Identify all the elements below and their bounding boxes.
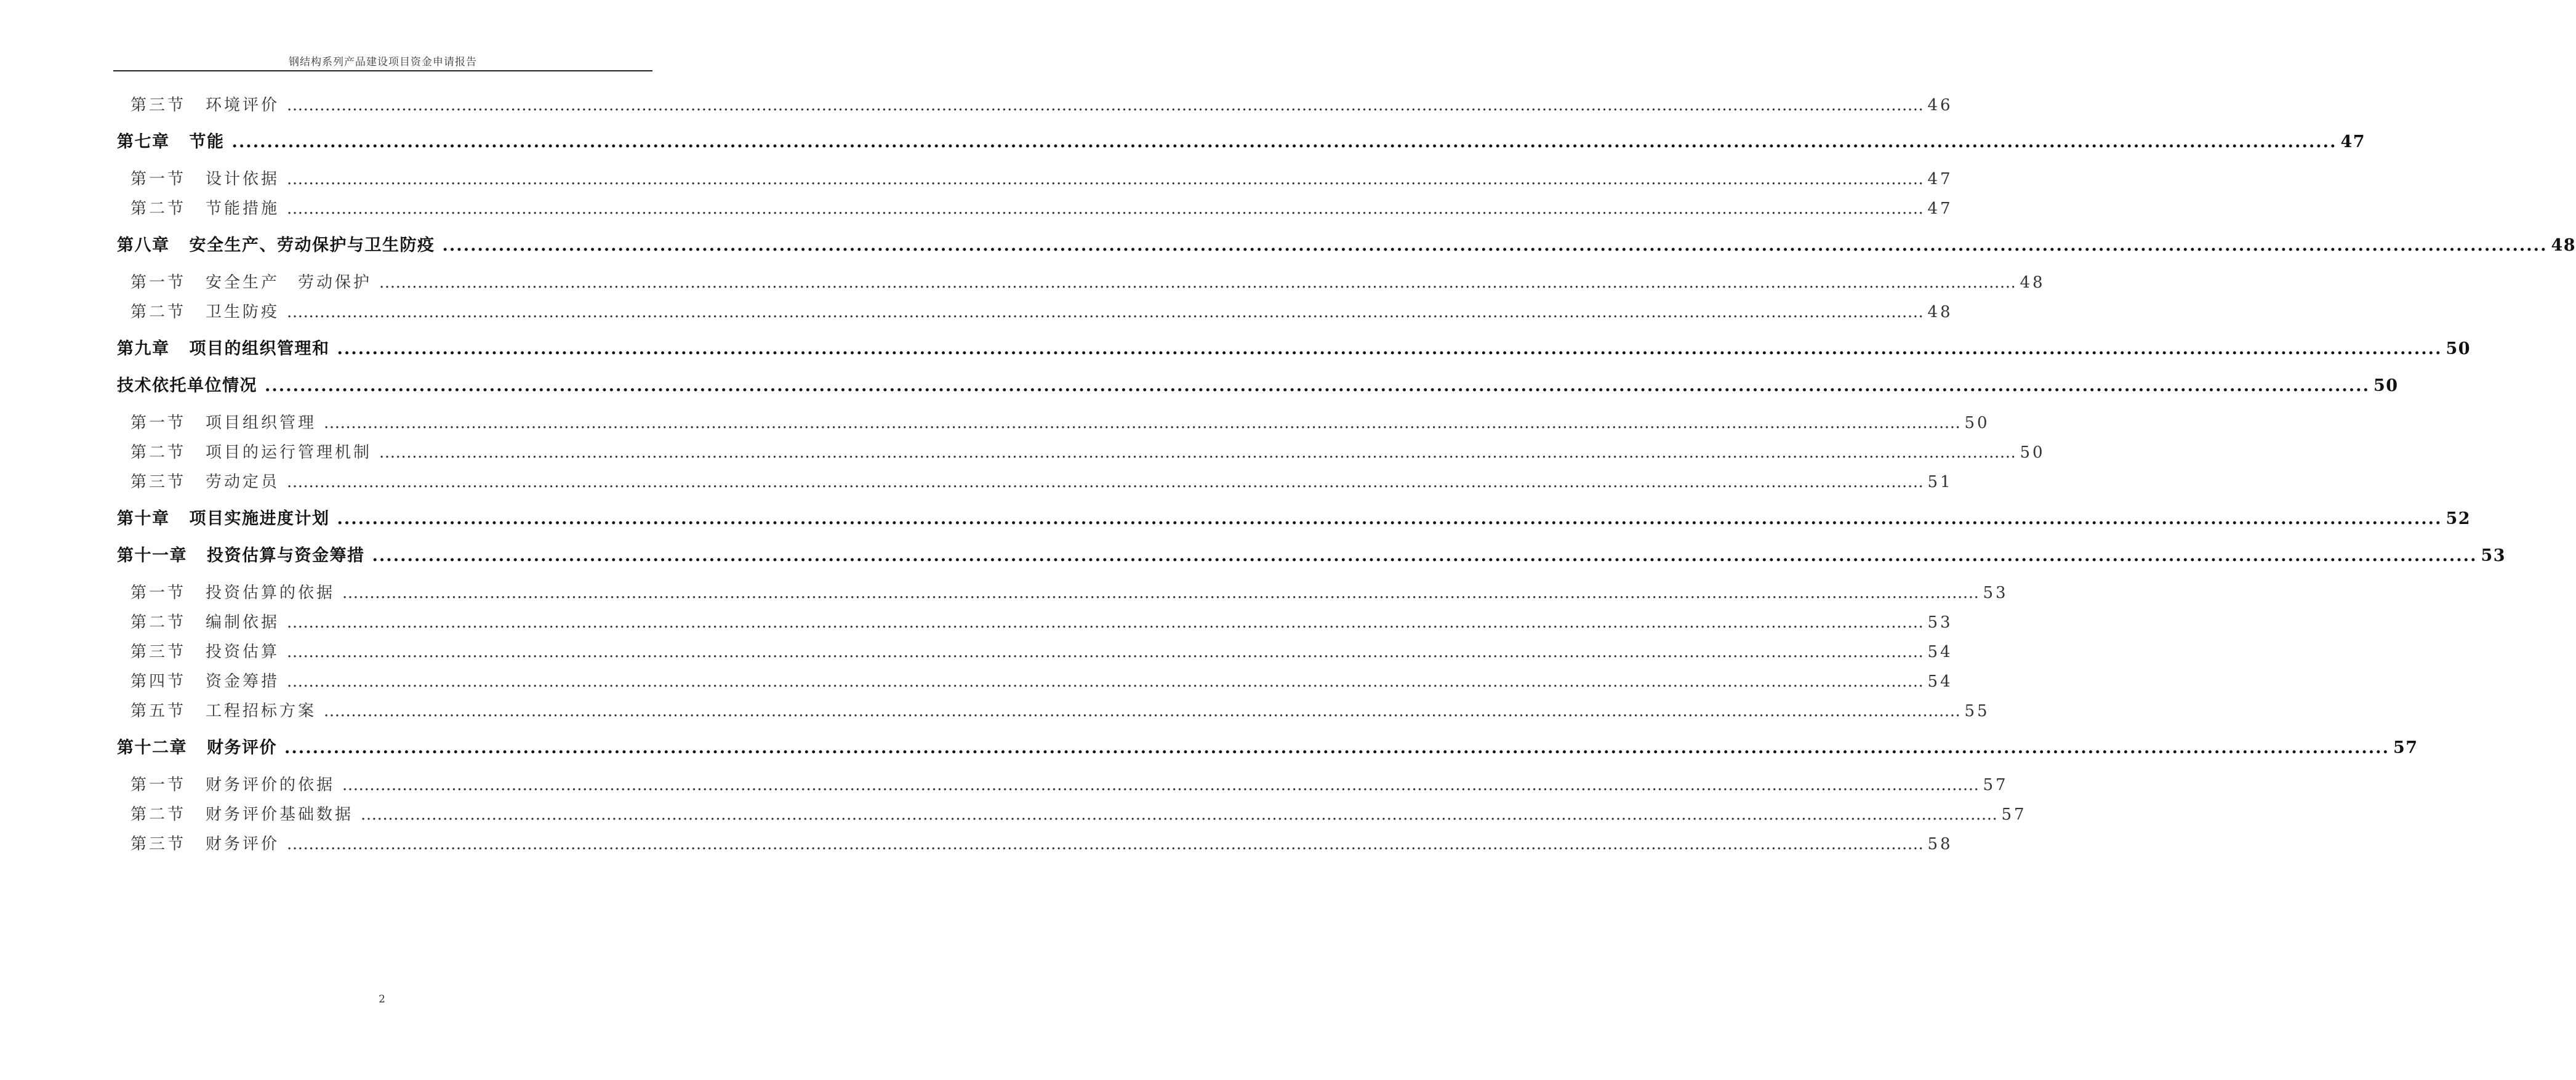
toc-entry-number: 第二节 [130, 303, 187, 321]
table-of-contents [117, 0, 2576, 1080]
toc-page-number: 48 [2551, 236, 2576, 255]
toc-entry-title: 财务评价 [207, 738, 277, 757]
toc-page-number: 50 [1964, 414, 1990, 432]
toc-entry-label [117, 372, 257, 396]
toc-page-number: 51 [1927, 473, 1953, 491]
toc-entry-number: 第一节 [130, 170, 187, 188]
toc-entry-number: 第三节 [130, 473, 187, 491]
toc-entry-title: 安全生产、劳动保护与卫生防疫 [189, 236, 435, 255]
toc-entry-title: 项目实施进度计划 [189, 509, 330, 528]
toc-section-entry[interactable] [117, 802, 2027, 824]
toc-section-entry[interactable] [117, 469, 1953, 492]
toc-page-number: 50 [2446, 339, 2471, 358]
toc-dot-leader: ............................................................................................................................................................................................................................................................................................................ [379, 273, 2016, 292]
toc-entry-title: 技术依托单位情况 [117, 376, 257, 395]
toc-entry-title: 节能措施 [206, 199, 280, 218]
toc-dot-leader: ............................................................................................................................................................................................................................................................................................................ [342, 776, 1980, 794]
toc-section-entry[interactable] [117, 639, 1953, 662]
toc-page-number: 53 [2481, 546, 2506, 565]
toc-entry-number: 第九章 [117, 339, 170, 358]
toc-entry-label [130, 440, 372, 462]
toc-page-number: 57 [2001, 805, 2027, 824]
toc-entry-title: 投资估算与资金筹措 [207, 546, 365, 565]
toc-section-entry[interactable] [117, 440, 2045, 462]
toc-section-entry[interactable] [117, 772, 2008, 795]
toc-entry-label [117, 128, 225, 152]
toc-entry-number: 第十章 [117, 509, 170, 528]
toc-dot-leader: ............................................................................................................................................................................................................................................................................................................ [337, 339, 2442, 358]
toc-chapter-entry[interactable] [117, 335, 2471, 359]
toc-entry-label [130, 698, 316, 721]
toc-entry-label [130, 580, 335, 603]
toc-entry-number: 第二节 [130, 805, 187, 824]
toc-page-number: 52 [2446, 509, 2471, 528]
toc-chapter-entry[interactable] [117, 734, 2418, 758]
toc-page-number: 58 [1927, 835, 1953, 853]
toc-dot-leader: ............................................................................................................................................................................................................................................................................................................ [265, 376, 2370, 395]
toc-entry-number: 第十二章 [117, 738, 187, 757]
toc-entry-title: 编制依据 [206, 613, 280, 632]
toc-dot-leader: ............................................................................................................................................................................................................................................................................................................ [287, 643, 1924, 661]
toc-section-entry[interactable] [117, 196, 1953, 219]
toc-entry-title: 投资估算的依据 [206, 584, 335, 602]
toc-section-entry[interactable] [117, 92, 1953, 115]
toc-entry-title: 投资估算 [206, 643, 280, 661]
toc-section-entry[interactable] [117, 410, 1990, 433]
toc-entry-title: 节能 [189, 132, 225, 151]
toc-entry-title: 卫生防疫 [206, 303, 280, 321]
toc-section-entry[interactable] [117, 299, 1953, 322]
toc-entry-label [117, 232, 435, 256]
toc-chapter-entry[interactable] [117, 372, 2399, 396]
toc-page-number: 50 [2373, 376, 2399, 395]
toc-entry-label [130, 410, 316, 433]
toc-chapter-entry[interactable] [117, 232, 2576, 256]
toc-dot-leader: ............................................................................................................................................................................................................................................................................................................ [379, 443, 2016, 462]
toc-entry-label [130, 92, 279, 115]
toc-entry-title: 项目的运行管理机制 [206, 443, 372, 462]
toc-entry-title: 环境评价 [206, 96, 280, 115]
toc-page-number: 47 [2340, 132, 2366, 151]
toc-page-number: 53 [1983, 584, 2008, 602]
toc-entry-label [130, 270, 372, 292]
toc-section-entry[interactable] [117, 166, 1953, 189]
toc-dot-leader: ............................................................................................................................................................................................................................................................................................................ [442, 236, 2548, 255]
toc-entry-title: 工程招标方案 [206, 702, 317, 720]
toc-page-number: 55 [1964, 702, 1990, 720]
toc-section-entry[interactable] [117, 698, 1990, 721]
toc-dot-leader: ............................................................................................................................................................................................................................................................................................................ [324, 702, 1961, 720]
toc-page-number: 53 [1927, 613, 1953, 632]
toc-dot-leader: ............................................................................................................................................................................................................................................................................................................ [287, 672, 1924, 691]
toc-page-number: 48 [1927, 303, 1953, 321]
toc-entry-number: 第二节 [130, 199, 187, 218]
toc-entry-title: 项目组织管理 [206, 414, 317, 432]
toc-entry-label [130, 669, 279, 691]
toc-entry-label [130, 299, 279, 322]
toc-entry-label [130, 802, 353, 824]
toc-entry-label [117, 542, 365, 566]
toc-page-number: 57 [2393, 738, 2418, 757]
toc-entry-label [130, 831, 279, 854]
toc-dot-leader: ............................................................................................................................................................................................................................................................................................................ [284, 738, 2389, 757]
toc-entry-label [130, 196, 279, 219]
toc-entry-number: 第三节 [130, 643, 187, 661]
toc-page-number: 46 [1927, 96, 1953, 115]
toc-dot-leader: ............................................................................................................................................................................................................................................................................................................ [342, 584, 1980, 602]
toc-entry-number: 第一节 [130, 584, 187, 602]
toc-entry-title: 设计依据 [206, 170, 280, 188]
toc-page-number: 57 [1983, 776, 2008, 794]
toc-entry-number: 第七章 [117, 132, 170, 151]
toc-entry-number: 第四节 [130, 672, 187, 691]
page-number: 2 [379, 993, 385, 1005]
toc-dot-leader: ............................................................................................................................................................................................................................................................................................................ [287, 835, 1924, 853]
toc-dot-leader: ............................................................................................................................................................................................................................................................................................................ [287, 303, 1924, 321]
toc-entry-title: 项目的组织管理和 [189, 339, 330, 358]
toc-entry-label [130, 772, 335, 795]
toc-entry-title: 财务评价的依据 [206, 776, 335, 794]
toc-chapter-entry[interactable] [117, 128, 2366, 152]
toc-page-number: 50 [2020, 443, 2045, 462]
toc-dot-leader: ............................................................................................................................................................................................................................................................................................................ [231, 132, 2337, 151]
toc-entry-label [130, 639, 279, 662]
toc-entry-label [117, 505, 330, 529]
toc-page-number: 54 [1927, 643, 1953, 661]
toc-entry-number: 第三节 [130, 96, 187, 115]
toc-page-number: 54 [1927, 672, 1953, 691]
toc-entry-number: 第一节 [130, 414, 187, 432]
toc-entry-title: 资金筹措 [206, 672, 280, 691]
toc-entry-number: 第三节 [130, 835, 187, 853]
toc-dot-leader: ............................................................................................................................................................................................................................................................................................................ [372, 546, 2478, 565]
toc-entry-number: 第十一章 [117, 546, 187, 565]
toc-entry-label [117, 734, 277, 758]
toc-entry-number: 第二节 [130, 443, 187, 462]
toc-entry-number: 第一节 [130, 776, 187, 794]
toc-entry-number: 第八章 [117, 236, 170, 255]
running-header: 钢结构系列产品建设项目资金申请报告 [289, 56, 477, 68]
toc-chapter-entry[interactable] [117, 542, 2506, 566]
toc-page-number: 48 [2020, 273, 2045, 292]
toc-section-entry[interactable] [117, 610, 1953, 632]
toc-entry-label [130, 610, 279, 632]
toc-dot-leader: ............................................................................................................................................................................................................................................................................................................ [287, 199, 1924, 218]
toc-dot-leader: ............................................................................................................................................................................................................................................................................................................ [287, 613, 1924, 632]
toc-section-entry[interactable] [117, 669, 1953, 691]
toc-entry-title: 财务评价 [206, 835, 280, 853]
toc-entry-label [130, 469, 279, 492]
toc-entry-title: 财务评价基础数据 [206, 805, 354, 824]
toc-entry-label [117, 335, 330, 359]
toc-dot-leader: ............................................................................................................................................................................................................................................................................................................ [324, 414, 1961, 432]
toc-entry-number: 第二节 [130, 613, 187, 632]
toc-dot-leader: ............................................................................................................................................................................................................................................................................................................ [337, 509, 2442, 528]
toc-page-number: 47 [1927, 199, 1953, 218]
toc-dot-leader: ............................................................................................................................................................................................................................................................................................................ [287, 170, 1924, 188]
toc-dot-leader: ............................................................................................................................................................................................................................................................................................................ [361, 805, 1998, 824]
toc-section-entry[interactable] [117, 831, 1953, 854]
toc-entry-label [130, 166, 279, 189]
toc-dot-leader: ............................................................................................................................................................................................................................................................................................................ [287, 96, 1924, 115]
toc-page-number: 47 [1927, 170, 1953, 188]
toc-dot-leader: ............................................................................................................................................................................................................................................................................................................ [287, 473, 1924, 491]
toc-entry-title: 劳动定员 [206, 473, 280, 491]
toc-entry-title: 安全生产 劳动保护 [206, 273, 372, 292]
toc-entry-number: 第五节 [130, 702, 187, 720]
toc-section-entry[interactable] [117, 270, 2045, 292]
toc-section-entry[interactable] [117, 580, 2008, 603]
toc-chapter-entry[interactable] [117, 505, 2471, 529]
toc-entry-number: 第一节 [130, 273, 187, 292]
